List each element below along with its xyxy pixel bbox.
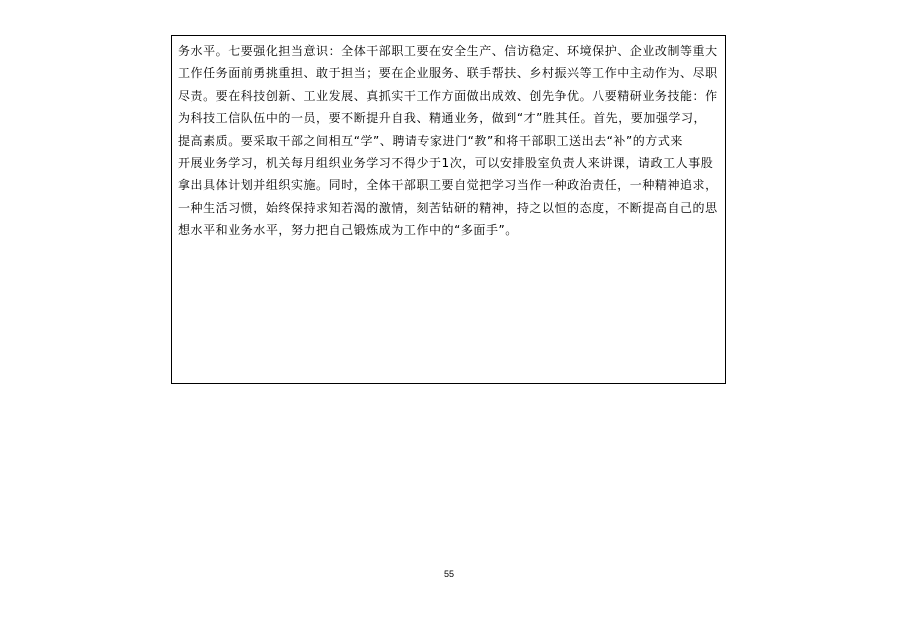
text-line-4: 为科技工信队伍中的一员，要不断提升自我、精通业务，做到“才”胜其任。首先，要加强学习， — [178, 111, 707, 126]
text-line-2: 工作任务面前勇挑重担、敢于担当；要在企业服务、联手帮扶、乡村振兴等工作中主动作为、尽职 — [178, 66, 718, 81]
text-line-8: 一种生活习惯，始终保持求知若渴的激情，刻苦钻研的精神，持之以恒的态度，不断提高自己的思 — [178, 200, 718, 215]
body-text — [178, 40, 722, 242]
text-line-3: 尽责。要在科技创新、工业发展、真抓实干工作方面做出成效、创先争优。八要精研业务技能：作 — [178, 88, 718, 103]
text-line-6: 开展业务学习，机关每月组织业务学习不得少于1次，可以安排股室负责人来讲课，请政工人事股 — [178, 155, 714, 170]
content-table-cell — [171, 35, 726, 384]
page-number: 55 — [443, 569, 454, 579]
text-line-7: 拿出具体计划并组织实施。同时，全体干部职工要自觉把学习当作一种政治责任，一种精神追求， — [178, 178, 718, 193]
text-line-9: 想水平和业务水平，努力把自己锻炼成为工作中的“多面手”。 — [178, 223, 518, 238]
text-line-1: 务水平。七要强化担当意识：全体干部职工要在安全生产、信访稳定、环境保护、企业改制等重大 — [178, 44, 718, 58]
text-line-5: 提高素质。要采取干部之间相互“学”、聘请专家进门“教”和将干部职工送出去“补”的方式来 — [178, 133, 683, 148]
